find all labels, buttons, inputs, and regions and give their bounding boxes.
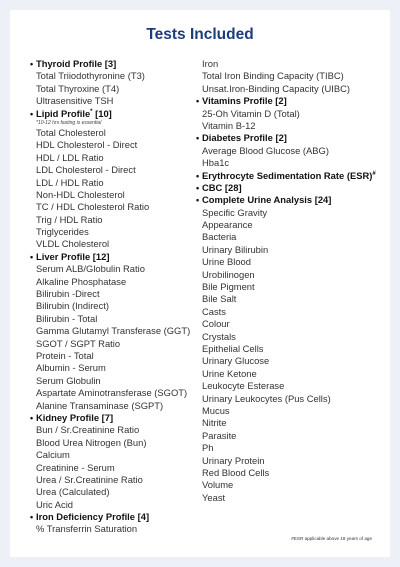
- profile-heading-label: Liver Profile: [36, 250, 91, 262]
- test-item: Urea / Sr.Creatinine Ratio: [36, 473, 143, 485]
- test-item: Appearance: [202, 219, 253, 231]
- profile-heading-label: CBC: [202, 181, 223, 193]
- profile-heading-label: Lipid Profile: [36, 107, 91, 119]
- test-item: Alanine Transaminase (SGPT): [36, 399, 164, 411]
- profile-heading: [196, 95, 386, 107]
- test-item: Mucus: [202, 404, 230, 416]
- profile-test-count: [12]: [92, 250, 110, 262]
- tests-column-right: [196, 58, 386, 504]
- bullet-icon: •: [30, 108, 34, 119]
- test-item: Urinary Bilirubin: [202, 243, 269, 255]
- profile-test-count: [28]: [224, 181, 242, 193]
- profile-test-count: [2]: [275, 132, 287, 144]
- test-item: Ph: [202, 442, 214, 454]
- footnote-marker: #: [372, 170, 376, 177]
- test-item: Aspartate Aminotransferase (SGOT): [36, 387, 188, 399]
- test-item: Urine Ketone: [202, 367, 257, 379]
- test-item: HDL Cholesterol - Direct: [36, 139, 138, 151]
- test-item: Urea (Calculated): [36, 486, 110, 498]
- test-item: Urine Blood: [202, 256, 251, 268]
- test-item: Total Thyroxine (T4): [36, 82, 120, 94]
- bullet-icon: •: [196, 170, 200, 181]
- test-item: Average Blood Glucose (ABG): [202, 144, 329, 156]
- test-item: Bilirubin -Direct: [36, 288, 100, 300]
- test-item: Total Triiodothyronine (T3): [36, 70, 145, 82]
- test-item: Parasite: [202, 429, 237, 441]
- profile-heading-label: Vitamins Profile: [202, 95, 273, 107]
- test-item: HDL / LDL Ratio: [36, 151, 104, 163]
- test-item: Total Iron Binding Capacity (TIBC): [202, 70, 344, 82]
- document-page: [10, 10, 390, 557]
- test-item: % Transferrin Saturation: [36, 523, 138, 535]
- test-item: SGOT / SGPT Ratio: [36, 337, 121, 349]
- footnote: #ESR applicable above 18 years of age: [291, 536, 372, 541]
- page-title: Tests Included: [146, 26, 254, 43]
- profile-heading: [30, 511, 195, 523]
- test-item: Bilirubin (Indirect): [36, 300, 109, 312]
- test-item: Non-HDL Cholesterol: [36, 188, 125, 200]
- test-item: Colour: [202, 318, 230, 330]
- profile-heading: [30, 58, 195, 70]
- test-item: Urinary Glucose: [202, 355, 270, 367]
- test-item: Trig / HDL Ratio: [36, 213, 103, 225]
- bullet-icon: •: [196, 96, 200, 107]
- profile-heading: [30, 251, 195, 263]
- profile-heading: [196, 182, 386, 194]
- tests-column-left: [30, 58, 195, 536]
- test-item: Nitrite: [202, 417, 227, 429]
- test-item: Yeast: [202, 491, 226, 503]
- test-item: Iron: [202, 58, 219, 69]
- test-item: Bile Salt: [202, 293, 237, 305]
- test-item: Creatinine - Serum: [36, 461, 115, 473]
- bullet-icon: •: [30, 59, 34, 69]
- test-item: 25-Oh Vitamin D (Total): [202, 107, 300, 119]
- test-item: Epithelial Cells: [202, 342, 264, 354]
- test-item: VLDL Cholesterol: [36, 238, 110, 250]
- test-item: Bile Pigment: [202, 281, 255, 293]
- test-item: Total Cholesterol: [36, 126, 106, 138]
- test-item: Bun / Sr.Creatinine Ratio: [36, 424, 140, 436]
- profile-heading: [196, 194, 386, 206]
- test-item: Gamma Glutamyl Transferase (GGT): [36, 325, 191, 337]
- test-item: Bilirubin - Total: [36, 312, 98, 324]
- footnote-marker: *: [90, 108, 93, 115]
- profile-heading-label: Kidney Profile: [36, 411, 100, 423]
- test-item: Uric Acid: [36, 498, 73, 510]
- profile-test-count: [24]: [314, 194, 332, 206]
- profile-heading-label: Erythrocyte Sedimentation Rate (ESR): [202, 169, 373, 181]
- bullet-icon: •: [30, 412, 34, 423]
- profile-heading: [196, 132, 386, 144]
- test-item: Leukocyte Esterase: [202, 380, 285, 392]
- profile-test-count: [2]: [275, 95, 287, 107]
- test-item: Urinary Leukocytes (Pus Cells): [202, 392, 331, 404]
- profile-test-count: [7]: [101, 411, 114, 423]
- profile-heading: [196, 170, 386, 182]
- profile-test-count: [10]: [95, 107, 112, 119]
- test-item: Serum Globulin: [36, 374, 101, 386]
- test-item: Casts: [202, 305, 226, 317]
- test-item: Urinary Protein: [202, 454, 265, 466]
- test-item: Blood Urea Nitrogen (Bun): [36, 436, 147, 448]
- test-item: Bacteria: [202, 231, 237, 243]
- test-item: TC / HDL Cholesterol Ratio: [36, 201, 150, 213]
- test-item: Alkaline Phosphatase: [36, 275, 127, 287]
- test-item: Crystals: [202, 330, 236, 342]
- profile-heading: [30, 412, 195, 424]
- profile-test-count: [4]: [137, 511, 150, 523]
- test-item: LDL / HDL Ratio: [36, 176, 104, 188]
- profile-test-count: [3]: [104, 58, 117, 69]
- test-item: Red Blood Cells: [202, 466, 270, 478]
- test-item: Volume: [202, 479, 234, 491]
- bullet-icon: •: [30, 512, 34, 523]
- test-item: Albumin - Serum: [36, 362, 106, 374]
- bullet-icon: •: [196, 133, 200, 144]
- profile-heading: [30, 108, 195, 120]
- test-item: Calcium: [36, 449, 70, 461]
- test-item: Ultrasensitive TSH: [36, 95, 114, 107]
- test-item: LDL Cholesterol - Direct: [36, 164, 136, 176]
- test-item: Urobilinogen: [202, 268, 255, 280]
- bullet-icon: •: [30, 251, 34, 262]
- profile-heading-label: Iron Deficiency Profile: [36, 511, 135, 523]
- test-item: Vitamin B-12: [202, 119, 256, 131]
- profile-heading-label: Thyroid Profile: [36, 58, 103, 69]
- profile-heading-label: Diabetes Profile: [202, 132, 273, 144]
- test-item: Specific Gravity: [202, 206, 268, 218]
- test-item: Hba1c: [202, 157, 230, 169]
- test-item: Serum ALB/Globulin Ratio: [36, 263, 145, 275]
- bullet-icon: •: [196, 195, 200, 206]
- test-item: Triglycerides: [36, 226, 89, 238]
- test-item: Protein - Total: [36, 349, 94, 361]
- fasting-note: *10-12 hrs fasting is essential: [36, 119, 102, 126]
- bullet-icon: •: [196, 182, 200, 193]
- test-item: Unsat.Iron-Binding Capacity (UIBC): [202, 82, 350, 94]
- profile-heading-label: Complete Urine Analysis: [202, 194, 313, 206]
